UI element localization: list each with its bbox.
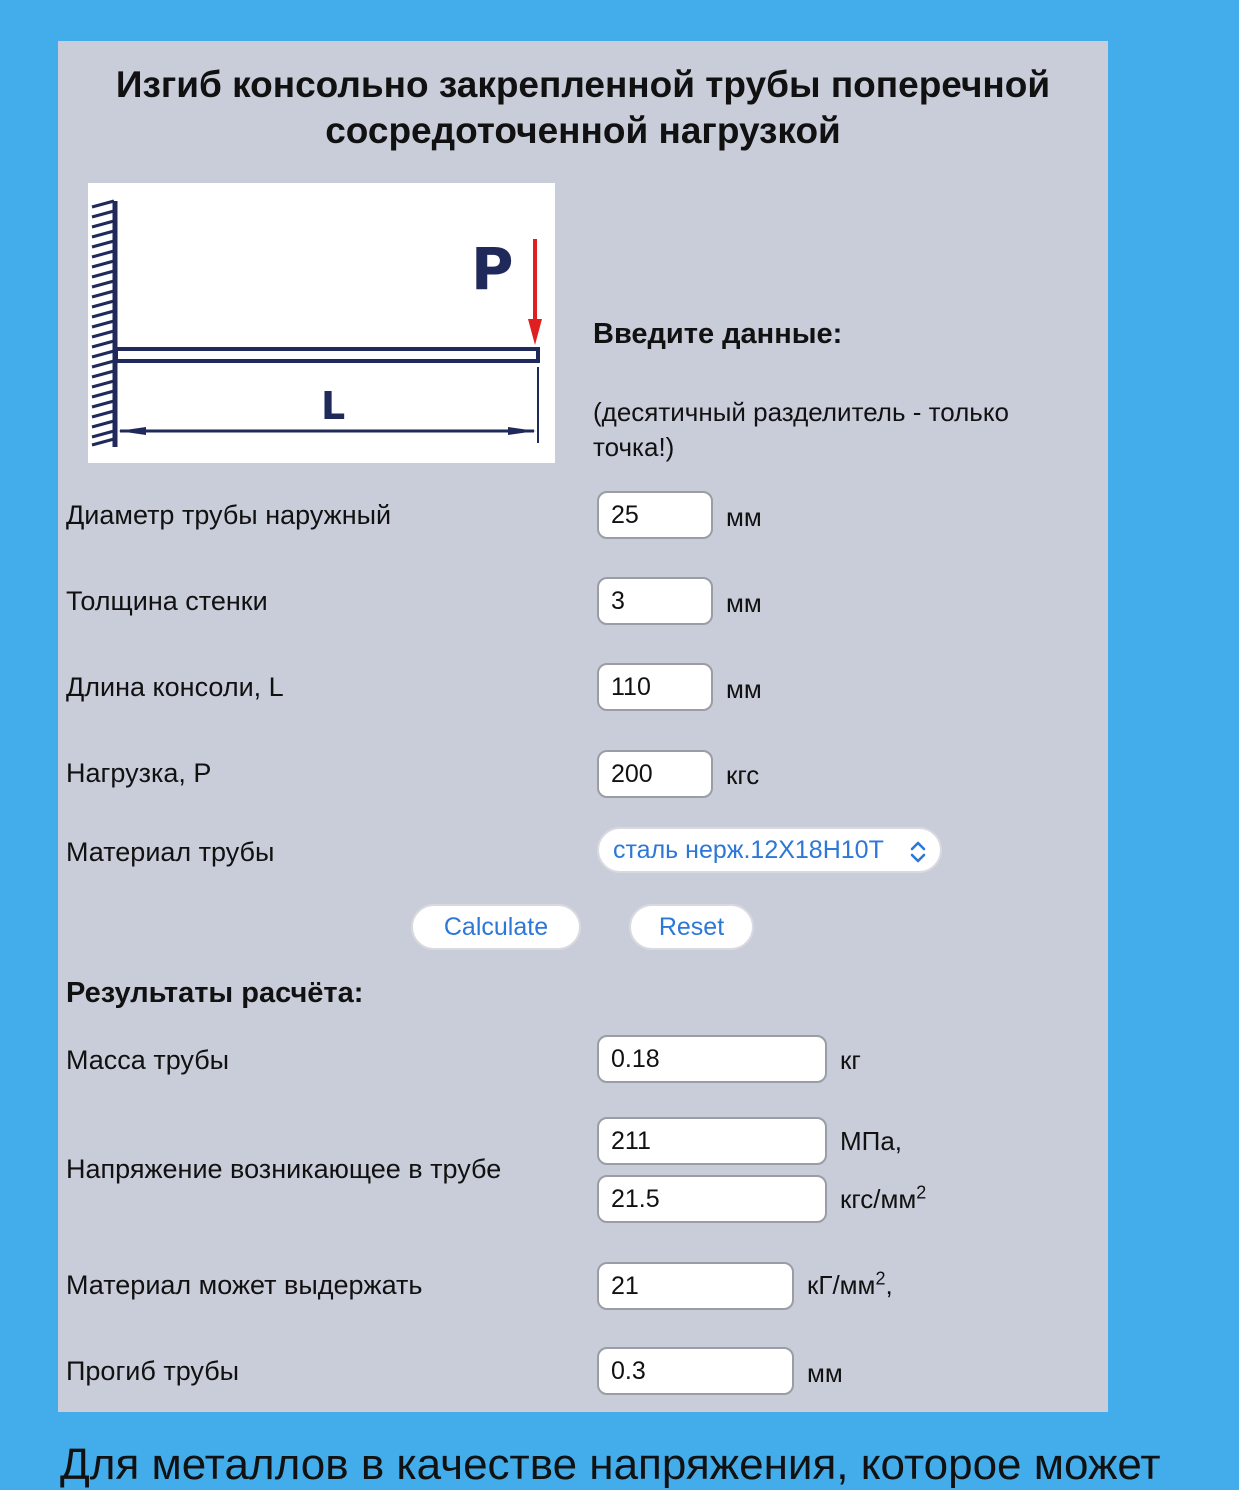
wall-thickness-input[interactable] bbox=[597, 577, 713, 625]
allowable-label: Материал может выдержать bbox=[66, 1270, 423, 1300]
cantilever-diagram-svg bbox=[88, 183, 555, 463]
material-label: Материал трубы bbox=[66, 837, 275, 867]
chevron-updown-icon bbox=[908, 837, 928, 879]
length-field-label: Длина консоли, L bbox=[66, 672, 284, 702]
diameter-unit: мм bbox=[726, 502, 762, 532]
reset-button[interactable]: Reset bbox=[629, 904, 754, 950]
load-unit: кгс bbox=[726, 760, 760, 790]
allowable-output[interactable] bbox=[597, 1262, 794, 1310]
load-label: P bbox=[471, 235, 514, 303]
load-input[interactable] bbox=[597, 750, 713, 798]
beam bbox=[116, 349, 538, 361]
mass-output[interactable] bbox=[597, 1035, 827, 1083]
load-field-label: Нагрузка, P bbox=[66, 758, 212, 788]
mass-label: Масса трубы bbox=[66, 1045, 230, 1075]
dimension-arrow-right bbox=[508, 427, 536, 435]
results-heading: Результаты расчёта: bbox=[66, 977, 364, 1009]
load-arrowhead bbox=[528, 319, 542, 345]
mass-unit: кг bbox=[840, 1045, 861, 1075]
wall-label: Толщина стенки bbox=[66, 586, 268, 616]
length-input[interactable] bbox=[597, 663, 713, 711]
footer-text: Для металлов в качестве напряжения, которое может bbox=[60, 1440, 1161, 1489]
stress-mpa-output[interactable] bbox=[597, 1117, 827, 1165]
wall-hatch bbox=[92, 201, 114, 445]
diameter-label: Диаметр трубы наружный bbox=[66, 500, 392, 530]
deflection-unit: мм bbox=[807, 1358, 843, 1388]
calculate-button[interactable]: Calculate bbox=[411, 904, 581, 950]
length-label: L bbox=[321, 384, 346, 428]
stress-label: Напряжение возникающее в трубе bbox=[66, 1154, 502, 1184]
cantilever-diagram bbox=[88, 183, 555, 463]
stress-kgs-output[interactable] bbox=[597, 1175, 827, 1223]
input-heading: Введите данные: bbox=[593, 318, 843, 350]
page-title: Изгиб консольно закрепленной трубы поперечной сосредоточенной нагрузкой bbox=[115, 64, 1051, 151]
stress-mpa-unit: МПа, bbox=[840, 1126, 903, 1156]
dimension-arrow-left bbox=[118, 427, 146, 435]
material-select[interactable] bbox=[597, 827, 942, 873]
decimal-note: (десятичный разделитель - только точка!) bbox=[593, 397, 1009, 462]
allowable-unit: $кГ/мм^2$, bbox=[807, 1268, 893, 1300]
length-unit: мм bbox=[726, 674, 762, 704]
stress-kgs-unit: кгс/$мм^2$ bbox=[840, 1182, 927, 1214]
wall-unit: мм bbox=[726, 588, 762, 618]
material-selected-value: сталь нерж.12Х18Н10Т bbox=[613, 836, 884, 864]
diameter-input[interactable] bbox=[597, 491, 713, 539]
deflection-output[interactable] bbox=[597, 1347, 794, 1395]
deflection-label: Прогиб трубы bbox=[66, 1356, 240, 1386]
